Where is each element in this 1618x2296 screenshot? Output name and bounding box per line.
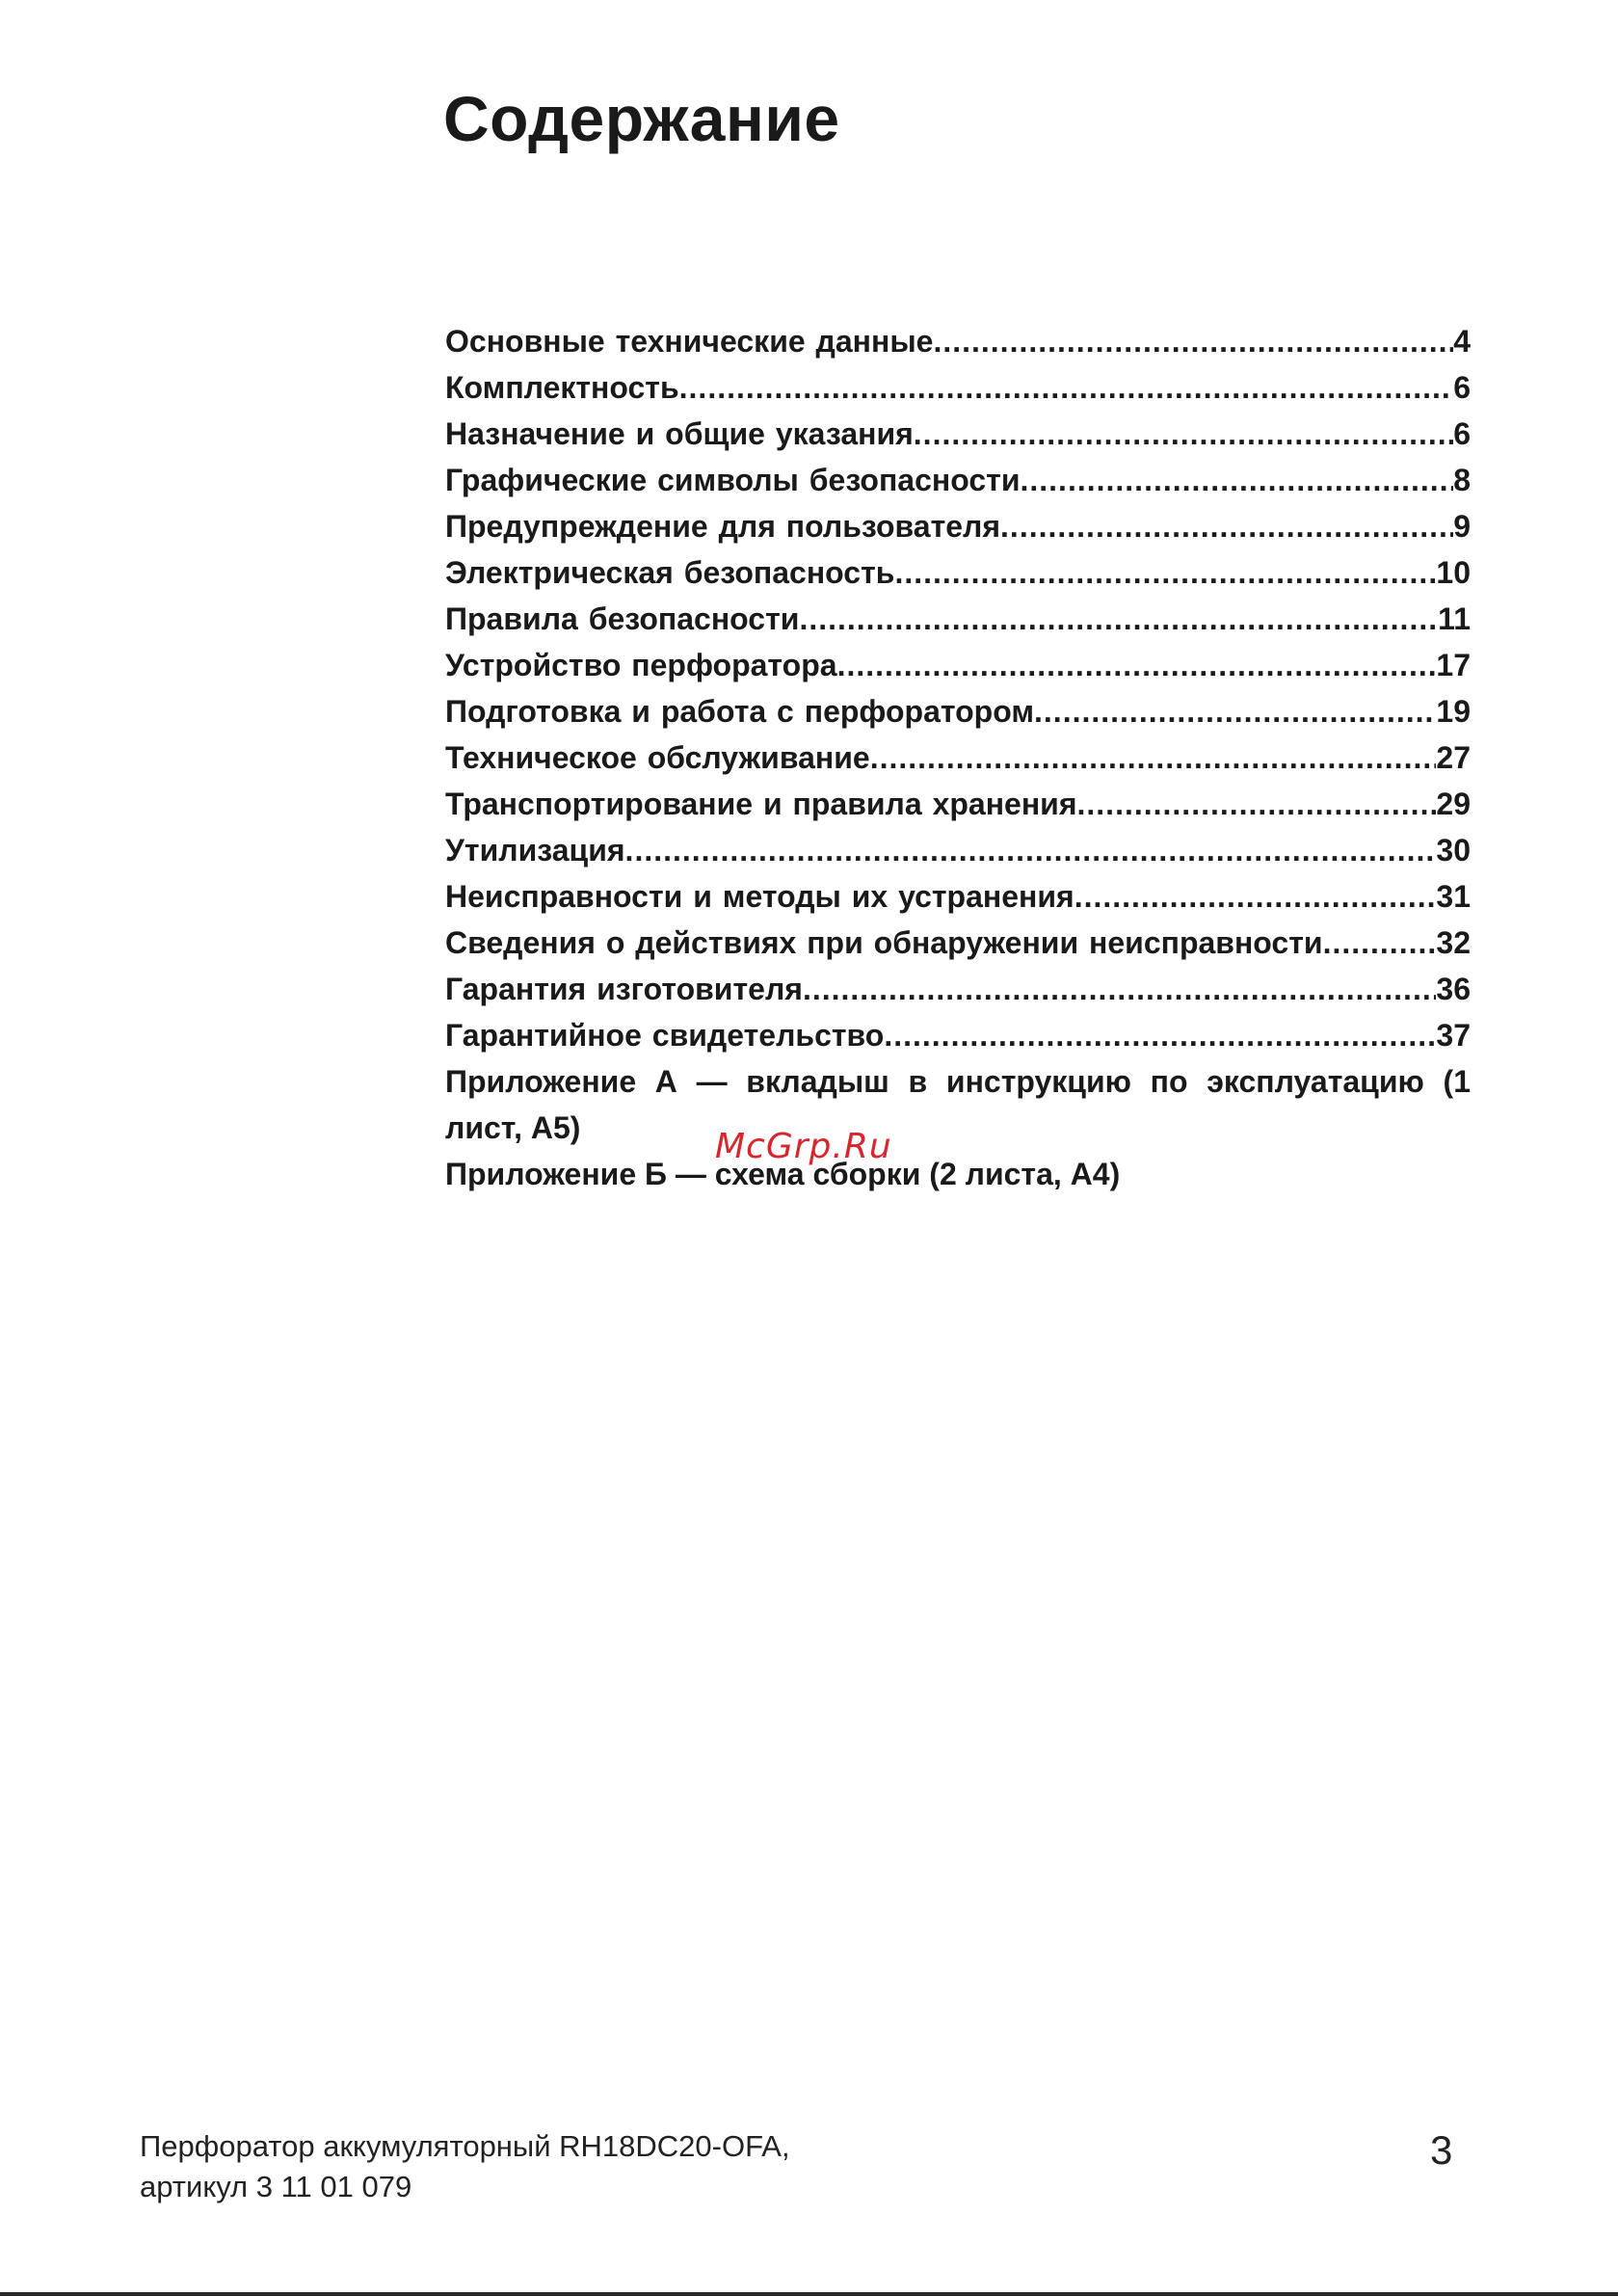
toc-entry-page: 32 [1436, 925, 1471, 960]
toc-dot-leader [1000, 503, 1453, 549]
toc-entry [445, 966, 1471, 1012]
toc-entry [445, 411, 1471, 457]
toc-entry-label: Основные технические данные [445, 324, 934, 359]
toc-entry [445, 318, 1471, 364]
toc-entry-page: 36 [1436, 972, 1471, 1006]
toc-entry-label: Электрическая безопасность [445, 555, 895, 590]
toc-entry-page: 6 [1453, 370, 1471, 405]
toc-entry-label: Техническое обслуживание [445, 740, 870, 775]
toc-dot-leader [679, 364, 1454, 411]
toc-entry [445, 688, 1471, 734]
toc-entry [445, 503, 1471, 549]
toc-entry [445, 827, 1471, 873]
toc-dot-leader [1323, 920, 1437, 966]
toc-entry [445, 873, 1471, 920]
toc-entry-page: 29 [1436, 787, 1471, 821]
toc-entry [445, 642, 1471, 688]
toc-dot-leader [914, 411, 1453, 457]
page-number: 3 [1430, 2127, 1453, 2173]
toc-entry-page: 4 [1453, 324, 1471, 359]
toc-dot-leader [1077, 781, 1437, 827]
toc-entry-label: Назначение и общие указания [445, 416, 914, 451]
footer-product-info [140, 2126, 790, 2207]
toc-entry-page: 10 [1436, 555, 1471, 590]
toc-dot-leader [799, 596, 1438, 642]
toc-entry-label: Подготовка и работа с перфоратором [445, 694, 1035, 729]
bottom-edge-rule [0, 2292, 1618, 2296]
page-title: Содержание [443, 83, 840, 154]
toc-entry-label: Правила безопасности [445, 601, 800, 636]
footer-product-name: Перфоратор аккумуляторный RH18DC20-OFA, [140, 2129, 790, 2163]
toc-entry-label: Гарантия изготовителя [445, 972, 803, 1006]
toc-entry-page: 11 [1438, 601, 1471, 636]
toc-dot-leader [837, 642, 1437, 688]
toc-entry-label: Гарантийное свидетельство [445, 1018, 885, 1053]
toc-entry [445, 1012, 1471, 1058]
toc-entry [445, 781, 1471, 827]
toc-dot-leader [1020, 457, 1453, 503]
toc-entry-page: 19 [1436, 694, 1471, 729]
toc-entry-page: 8 [1453, 463, 1471, 497]
toc-entry [445, 920, 1471, 966]
toc-dot-leader [894, 549, 1436, 596]
toc-entry-label: Комплектность [445, 370, 679, 405]
toc-entry [445, 364, 1471, 411]
toc-dot-leader [625, 827, 1437, 873]
toc-entry-page: 37 [1436, 1018, 1471, 1053]
toc-entry-label: Транспортирование и правила хранения [445, 787, 1077, 821]
toc-dot-leader [803, 966, 1436, 1012]
table-of-contents [445, 318, 1471, 1197]
toc-dot-leader [1074, 873, 1437, 920]
toc-appendix-a: Приложение А — вкладыш в инструкцию по эксплуатацию (1 лист, А5) [445, 1064, 1471, 1145]
toc-entry-page: 27 [1436, 740, 1471, 775]
toc-entry-label: Сведения о действиях при обнаружении неисправности [445, 925, 1323, 960]
toc-entry [445, 596, 1471, 642]
toc-entry-label: Устройство перфоратора [445, 648, 837, 682]
toc-entry-label: Предупреждение для пользователя [445, 509, 1001, 544]
watermark: McGrp.Ru [715, 1127, 892, 1166]
toc-dot-leader [1034, 688, 1436, 734]
toc-dot-leader [933, 318, 1453, 364]
toc-dot-leader [884, 1012, 1436, 1058]
toc-entry-page: 9 [1453, 509, 1471, 544]
toc-entry-page: 17 [1436, 648, 1471, 682]
toc-entry-page: 30 [1436, 833, 1471, 868]
toc-appendix-b: Приложение Б — схема сборки (2 листа, А4) [445, 1157, 1121, 1191]
toc-entry-label: Неисправности и методы их устранения [445, 879, 1074, 914]
toc-entry [445, 549, 1471, 596]
toc-entry-label: Утилизация [445, 833, 625, 868]
toc-entry [445, 734, 1471, 781]
footer-article-number: артикул 3 11 01 079 [140, 2170, 412, 2203]
toc-entry-page: 6 [1453, 416, 1471, 451]
toc-entry [445, 457, 1471, 503]
toc-entry-label: Графические символы безопасности [445, 463, 1021, 497]
toc-dot-leader [870, 734, 1437, 781]
toc-entry-page: 31 [1436, 879, 1471, 914]
